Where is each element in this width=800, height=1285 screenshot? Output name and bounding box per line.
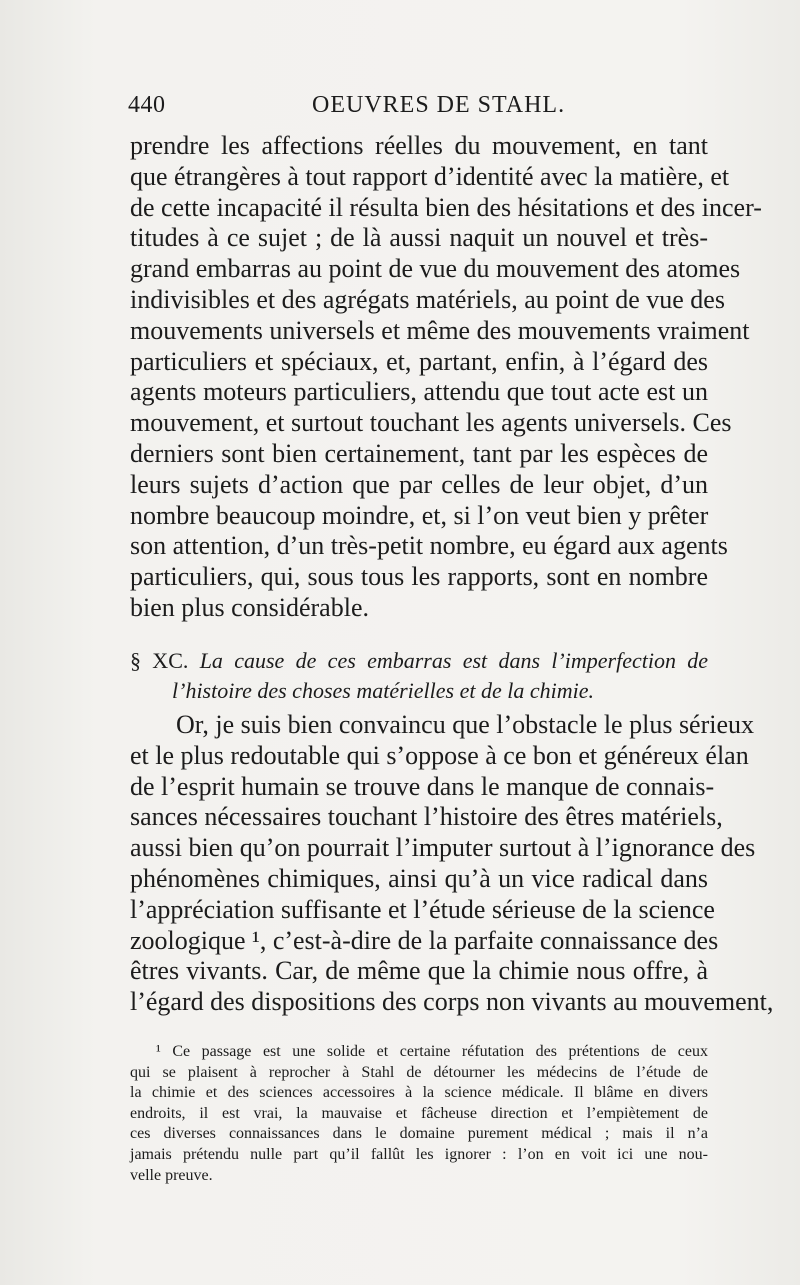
section-heading-line bbox=[130, 646, 708, 676]
text-line: phénomènes chimiques, ainsi qu’à un vice radical dans bbox=[130, 863, 708, 893]
section-mark: § XC. bbox=[130, 648, 189, 673]
text-line: particuliers et spéciaux, et, partant, enfin, à l’égard des bbox=[130, 346, 708, 376]
paragraph-1 bbox=[130, 131, 762, 624]
text-line: zoologique ¹, c’est-à-dire de la parfaite connaissance des bbox=[130, 925, 719, 955]
text-line: mouvements universels et même des mouvements vraiment bbox=[130, 315, 750, 345]
text-line: titudes à ce sujet ; de là aussi naquit un nouvel et très- bbox=[130, 223, 708, 253]
text-line: nombre beaucoup moindre, et, si l’on veut bien y prêter bbox=[130, 500, 709, 530]
text-line: et le plus redoutable qui s’oppose à ce bon et généreux élan bbox=[130, 740, 749, 770]
text-line: son attention, d’un très-petit nombre, eu égard aux agents bbox=[130, 531, 728, 561]
text-line: prendre les affections réelles du mouvement, en tant bbox=[130, 131, 708, 160]
section-title: La cause de ces embarras est dans l’imperfection de bbox=[199, 648, 709, 673]
text-line: Or, je suis bien convaincu que l’obstacle le plus sérieux bbox=[176, 710, 755, 739]
footnote-line: qui se plaisent à reprocher à Stahl de détourner les médecins de l’étude de bbox=[130, 1063, 708, 1081]
footnote-line: velle preuve. bbox=[130, 1166, 213, 1184]
section-heading bbox=[130, 646, 708, 706]
running-title: OEUVRES DE STAHL. bbox=[312, 92, 566, 118]
text-line: derniers sont bien certainement, tant par les espèces de bbox=[130, 438, 708, 468]
footnote-line: jamais prétendu nulle part qu’il fallût les ignorer : l’on en voit ici une nou- bbox=[130, 1145, 708, 1163]
text-line: de l’esprit humain se trouve dans le manque de connais- bbox=[130, 771, 715, 801]
text-line: mouvement, et surtout touchant les agents universels. Ces bbox=[130, 408, 732, 438]
paragraph-2 bbox=[130, 710, 774, 1018]
text-line: l’appréciation suffisante et l’étude sérieuse de la science bbox=[130, 894, 715, 924]
footnote bbox=[130, 1042, 708, 1186]
section-title-continued: l’histoire des choses matérielles et de la chimie. bbox=[172, 678, 594, 703]
footnote-line: endroits, il est vrai, la mauvaise et fâcheuse direction et l’empiètement de bbox=[130, 1104, 708, 1122]
text-line: indivisibles et des agrégats matériels, au point de vue des bbox=[130, 284, 725, 314]
text-line: l’égard des dispositions des corps non vivants au mouvement, bbox=[130, 987, 774, 1017]
text-line: leurs sujets d’action que par celles de leur objet, d’un bbox=[130, 469, 708, 499]
running-head bbox=[128, 92, 728, 128]
text-line: aussi bien qu’on pourrait l’imputer surtout à l’ignorance des bbox=[130, 833, 756, 863]
text-line: particuliers, qui, sous tous les rapports, sont en nombre bbox=[130, 562, 708, 592]
text-line: que étrangères à tout rapport d’identité avec la matière, et bbox=[130, 161, 730, 191]
text-line: bien plus considérable. bbox=[130, 592, 369, 622]
text-line: êtres vivants. Car, de même que la chimie nous offre, à bbox=[130, 956, 708, 986]
text-line: sances nécessaires touchant l’histoire des êtres matériels, bbox=[130, 802, 723, 832]
page-number: 440 bbox=[128, 92, 166, 118]
footnote-line: la chimie et des sciences accessoires à la science médicale. Il blâme en divers bbox=[130, 1084, 708, 1102]
footnote-line: ces diverses connaissances dans le domaine purement médical ; mais il n’a bbox=[130, 1125, 708, 1143]
text-line: grand embarras au point de vue du mouvement des atomes bbox=[130, 254, 741, 284]
text-line: agents moteurs particuliers, attendu que tout acte est un bbox=[130, 377, 708, 407]
footnote-line: ¹ Ce passage est une solide et certaine réfutation des prétentions de ceux bbox=[156, 1043, 708, 1060]
text-line: de cette incapacité il résulta bien des hésitations et des incer- bbox=[130, 192, 762, 222]
